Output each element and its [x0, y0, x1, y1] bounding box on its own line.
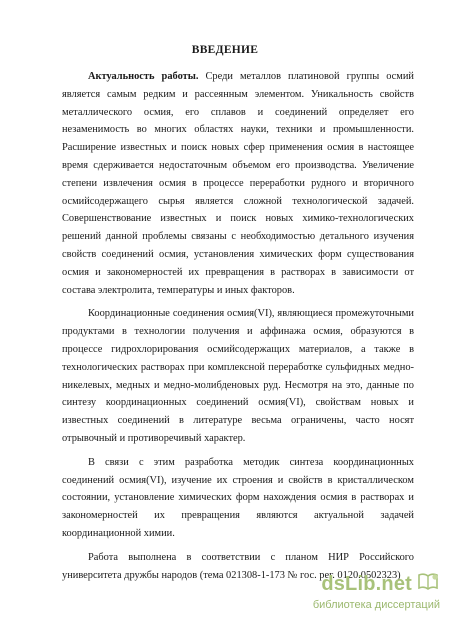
paragraph-lead: Актуальность работы.	[88, 71, 199, 82]
paragraph-text: Работа выполнена в соответствии с планом НИР Российского университета дружбы народов (тема 021308-1-173 № гос. рег. 0120.0502323)	[62, 551, 414, 581]
watermark-brand: dsLib.net	[321, 573, 412, 595]
document-body	[62, 68, 414, 590]
watermark-tagline: библиотека диссертаций	[312, 599, 440, 611]
page-title: ВВЕДЕНИЕ	[191, 44, 259, 56]
paragraph-text: Координационные соединения осмия(VI), являющиеся промежуточными продуктами в технологии получения и аффинажа осмия, образуются в процессе гидрохлорирования осмийсодержащих материалов, а также в технологических растворах при комплексной переработке сульфидных медно-никелевых, медных и медно-молибденовых руд. Несмотря на это, данные по синтезу координационных соединений осмия(VI), свойствам новых и известных соединений в литературе весьма ограничены, часто носят отрывочный и противоречивый характер.	[62, 308, 414, 444]
watermark	[313, 571, 440, 611]
paragraph-compounds	[62, 305, 414, 447]
paragraph-text: Среди металлов платиновой группы осмий является самым редким и рассеянным элементом. Уникальность свойств металлического осмия, его сплавов и соединений определяет его незаменимость во многих областях науки, техники и промышленности. Расширение известных и поиск новых сфер применения осмия в настоящее время сдерживается недостаточным объемом его производства. Увеличение степени извлечения осмия в процессе переработки рудного и вторичного осмийсодержащего сырья является сложной технологической задачей. Совершенствование известных и поиск новых химико-технологических решений данной проблемы связаны с необходимостью детального изучения свойств соединений осмия, установления химических форм существования осмия и закономерностей их превращения в растворах в зависимости от состава электролита, температуры и иных факторов.	[62, 71, 414, 296]
paragraph-text: В связи с этим разработка методик синтеза координационных соединений осмия(VI), изучение их строения и свойств в кристаллическом состоянии, установление химических форм нахождения осмия в растворах и закономерностей их превращения являются актуальной задачей координационной химии.	[62, 456, 414, 539]
book-lamp-icon	[416, 571, 440, 598]
paragraph-goal	[62, 454, 414, 543]
paragraph-relevance	[62, 68, 414, 299]
